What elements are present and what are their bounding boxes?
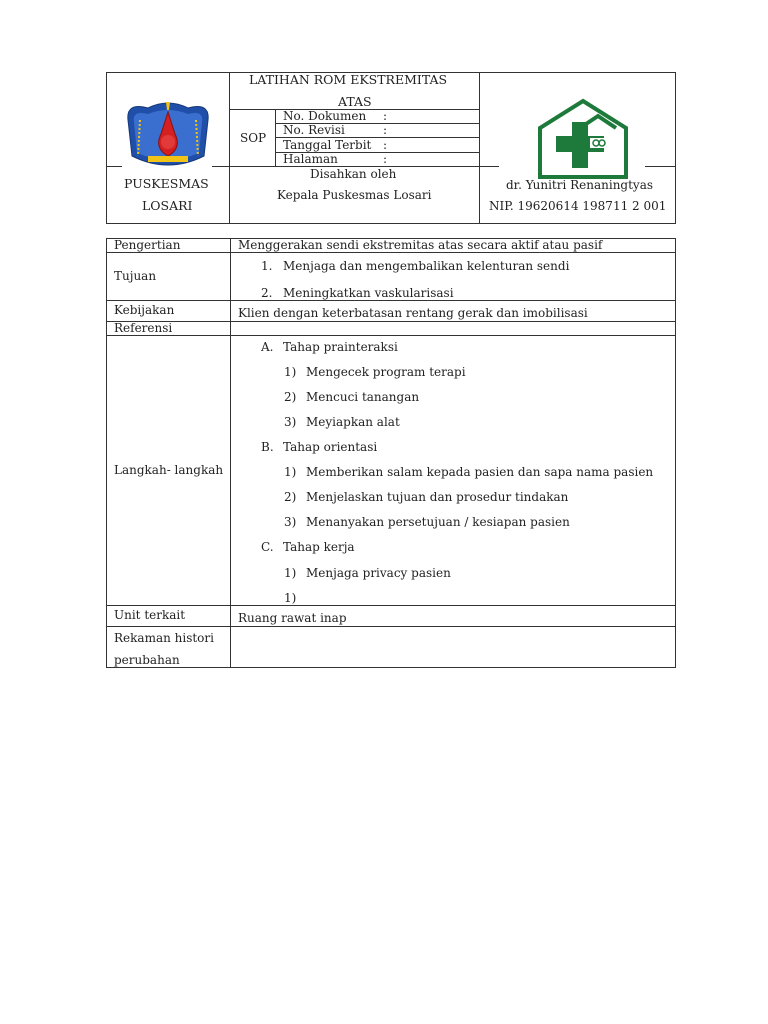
sop-label: SOP bbox=[240, 131, 267, 145]
step-text: Menjelaskan tujuan dan prosedur tindakan bbox=[306, 490, 569, 504]
section-letter: B. bbox=[261, 440, 274, 454]
regional-emblem-icon bbox=[118, 98, 218, 170]
row-label-rekaman: perubahan bbox=[114, 653, 180, 667]
table-divider bbox=[106, 252, 676, 253]
section-title: Tahap orientasi bbox=[283, 440, 378, 454]
row-label-kebijakan: Kebijakan bbox=[114, 303, 175, 317]
sop-title: LATIHAN ROM EKSTREMITAS bbox=[249, 72, 448, 87]
list-number: 2. bbox=[261, 286, 273, 300]
header-divider bbox=[229, 72, 230, 224]
procedure-table bbox=[106, 238, 676, 668]
step-text: Memberikan salam kepada pasien dan sapa nama pasien bbox=[306, 465, 654, 479]
section-title: Tahap kerja bbox=[283, 540, 355, 554]
step-number: 2) bbox=[284, 390, 297, 404]
step-text: Meyiapkan alat bbox=[306, 415, 400, 429]
row-value-pengertian: Menggerakan sendi ekstremitas atas secara aktif atau pasif bbox=[238, 238, 603, 252]
table-divider bbox=[230, 238, 231, 668]
meta-label: Tanggal Terbit bbox=[283, 138, 372, 152]
meta-label: Halaman bbox=[283, 152, 338, 166]
step-number: 3) bbox=[284, 515, 297, 529]
signer-nip: NIP. 19620614 198711 2 001 bbox=[489, 199, 667, 213]
table-divider bbox=[106, 605, 676, 606]
meta-label: No. Revisi bbox=[283, 123, 345, 137]
header-divider bbox=[645, 166, 676, 167]
signer-name: dr. Yunitri Renaningtyas bbox=[506, 178, 654, 192]
approver-title: Kepala Puskesmas Losari bbox=[277, 188, 432, 202]
row-label-unit: Unit terkait bbox=[114, 608, 186, 622]
organization-name: PUSKESMAS bbox=[124, 176, 209, 191]
list-number: 1. bbox=[261, 259, 273, 273]
row-value-unit: Ruang rawat inap bbox=[238, 611, 347, 625]
section-letter: A. bbox=[261, 340, 274, 354]
table-divider bbox=[106, 626, 676, 627]
approval-label: Disahkan oleh bbox=[310, 167, 397, 181]
step-number: 1) bbox=[284, 465, 297, 479]
section-letter: C. bbox=[261, 540, 274, 554]
step-text: Mengecek program terapi bbox=[306, 365, 466, 379]
step-number: 1) bbox=[284, 591, 297, 605]
organization-name: LOSARI bbox=[142, 198, 193, 213]
health-cross-logo-icon bbox=[536, 98, 630, 180]
step-text: Menanyakan persetujuan / kesiapan pasien bbox=[306, 515, 570, 529]
step-number: 2) bbox=[284, 490, 297, 504]
table-divider bbox=[106, 321, 676, 322]
row-label-referensi: Referensi bbox=[114, 321, 173, 335]
table-divider bbox=[106, 300, 676, 301]
step-number: 1) bbox=[284, 566, 297, 580]
table-divider bbox=[106, 335, 676, 336]
step-text: Mencuci tanangan bbox=[306, 390, 420, 404]
row-label-tujuan: Tujuan bbox=[114, 269, 157, 283]
meta-colon: : bbox=[383, 152, 388, 166]
meta-label: No. Dokumen bbox=[283, 109, 367, 123]
meta-colon: : bbox=[383, 109, 388, 123]
step-number: 3) bbox=[284, 415, 297, 429]
header-divider bbox=[479, 166, 499, 167]
row-label-pengertian: Pengertian bbox=[114, 238, 181, 252]
meta-colon: : bbox=[383, 138, 388, 152]
header-divider bbox=[479, 72, 480, 224]
meta-colon: : bbox=[383, 123, 388, 137]
section-title: Tahap prainteraksi bbox=[283, 340, 398, 354]
sop-title: ATAS bbox=[338, 94, 372, 109]
list-item: Meningkatkan vaskularisasi bbox=[283, 286, 454, 300]
step-text: Menjaga privacy pasien bbox=[306, 566, 451, 580]
list-item: Menjaga dan mengembalikan kelenturan sendi bbox=[283, 259, 570, 273]
row-label-langkah: Langkah- langkah bbox=[114, 463, 224, 477]
row-value-kebijakan: Klien dengan keterbatasan rentang gerak dan imobilisasi bbox=[238, 306, 588, 320]
step-number: 1) bbox=[284, 365, 297, 379]
row-label-rekaman: Rekaman histori bbox=[114, 631, 214, 645]
